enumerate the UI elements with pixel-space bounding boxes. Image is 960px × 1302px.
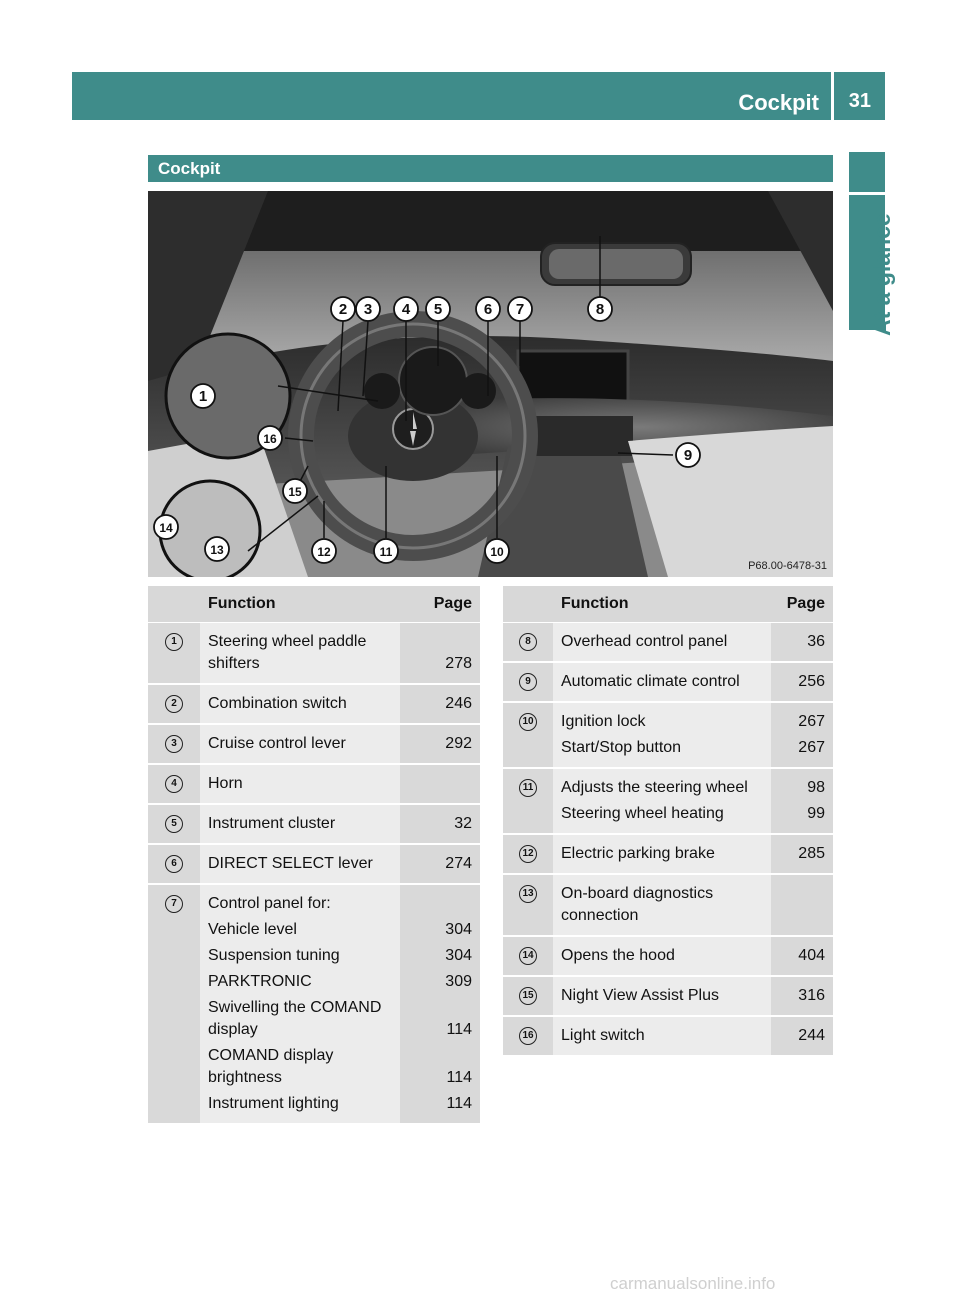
table-row <box>503 769 833 833</box>
svg-text:13: 13 <box>210 543 224 557</box>
callout-badge: 15 <box>519 987 537 1005</box>
sub-item: COMAND display <box>208 1047 334 1064</box>
page-ref: 278 <box>445 655 472 672</box>
header-divider <box>831 72 834 120</box>
page-ref: 316 <box>798 987 825 1004</box>
callout-badge: 7 <box>165 895 183 913</box>
function-label: Steering wheel heating <box>561 805 724 822</box>
page-ref: 244 <box>798 1027 825 1044</box>
callout-badge: 16 <box>519 1027 537 1045</box>
page-ref: 246 <box>445 695 472 712</box>
callout-badge: 13 <box>519 885 537 903</box>
page-ref: 99 <box>807 805 825 822</box>
watermark: carmanualsonline.info <box>610 1274 776 1293</box>
callout-badge: 4 <box>165 775 183 793</box>
table-header <box>148 586 480 622</box>
callout-15 <box>283 479 307 503</box>
table-row <box>148 885 480 1123</box>
function-label: Overhead control panel <box>561 633 728 650</box>
callout-badge: 10 <box>519 713 537 731</box>
svg-text:3: 3 <box>363 301 373 318</box>
page-ref: 404 <box>798 947 825 964</box>
callout-badge: 6 <box>165 855 183 873</box>
callout-badge: 8 <box>519 633 537 651</box>
cockpit-illustration <box>148 191 833 577</box>
page-ref: 256 <box>798 673 825 690</box>
function-label: On-board diagnostics connection <box>561 885 714 924</box>
callout-badge: 2 <box>165 695 183 713</box>
page-ref: 304 <box>445 921 472 938</box>
callout-2 <box>331 297 355 321</box>
callout-1 <box>191 384 215 408</box>
svg-text:12: 12 <box>317 545 331 559</box>
svg-text:7: 7 <box>515 301 525 318</box>
sub-item: Swivelling the COMAND <box>208 999 382 1016</box>
sub-item: Instrument lighting <box>208 1095 339 1112</box>
svg-text:15: 15 <box>288 485 302 499</box>
header-title: Cockpit <box>738 90 819 115</box>
page-header-bar <box>72 72 885 120</box>
page-ref: 114 <box>446 1095 472 1112</box>
callout-12 <box>312 539 336 563</box>
section-heading: Cockpit <box>148 155 833 182</box>
table-row <box>503 937 833 975</box>
function-label: Start/Stop button <box>561 739 682 756</box>
callout-6 <box>476 297 500 321</box>
page-ref: 285 <box>798 845 825 862</box>
header-function: Function <box>561 595 629 612</box>
table-row <box>503 623 833 661</box>
table-row <box>503 875 833 935</box>
function-label: Steering wheel paddle shifters <box>208 633 367 672</box>
page-ref: 36 <box>807 633 825 650</box>
page-number: 31 <box>848 90 871 112</box>
callout-14 <box>154 515 178 539</box>
table-row <box>503 977 833 1015</box>
table-header <box>503 586 833 622</box>
table-row <box>503 703 833 767</box>
svg-text:10: 10 <box>490 545 504 559</box>
row-title: Control panel for: <box>208 895 331 912</box>
table-row <box>503 835 833 873</box>
function-label: Horn <box>208 775 243 792</box>
function-label: Opens the hood <box>561 947 675 964</box>
svg-text:2: 2 <box>338 301 348 318</box>
callout-16 <box>258 426 282 450</box>
svg-text:11: 11 <box>379 545 393 559</box>
header-function: Function <box>208 595 276 612</box>
page-ref: 267 <box>798 739 825 756</box>
table-row <box>503 1017 833 1055</box>
callout-13 <box>205 537 229 561</box>
svg-text:9: 9 <box>683 447 693 464</box>
page-ref: 292 <box>445 735 472 752</box>
page-ref: 304 <box>445 947 472 964</box>
page-ref <box>779 905 825 927</box>
function-label: Cruise control lever <box>208 735 346 752</box>
page-ref: 274 <box>445 855 472 872</box>
callout-badge: 9 <box>519 673 537 691</box>
svg-text:5: 5 <box>433 301 443 318</box>
page-ref: 267 <box>798 713 825 730</box>
function-label: Ignition lock <box>561 713 646 730</box>
callout-4 <box>394 297 418 321</box>
svg-text:16: 16 <box>263 432 277 446</box>
function-label: Electric parking brake <box>561 845 715 862</box>
page-ref: 114 <box>446 1021 472 1038</box>
function-table-right <box>503 586 833 1057</box>
function-label: Adjusts the steering wheel <box>561 779 748 796</box>
svg-text:4: 4 <box>401 301 411 318</box>
header-page: Page <box>786 595 825 612</box>
sub-item: PARKTRONIC <box>208 973 312 990</box>
function-label: Combination switch <box>208 695 347 712</box>
table-row <box>148 805 480 843</box>
callout-11 <box>374 539 398 563</box>
callout-3 <box>356 297 380 321</box>
sub-item: Suspension tuning <box>208 947 340 964</box>
page-ref: 98 <box>807 779 825 796</box>
page-ref: 309 <box>445 973 472 990</box>
svg-text:14: 14 <box>159 521 173 535</box>
table-row <box>148 685 480 723</box>
image-code: P68.00-6478-31 <box>748 560 827 572</box>
header-page: Page <box>433 595 472 612</box>
svg-text:6: 6 <box>483 301 493 318</box>
callout-badge: 5 <box>165 815 183 833</box>
page-ref: 32 <box>454 815 472 832</box>
table-row <box>148 725 480 763</box>
sub-item: Vehicle level <box>208 921 297 938</box>
table-row <box>148 765 480 803</box>
function-label: Night View Assist Plus <box>561 987 719 1004</box>
callout-badge: 3 <box>165 735 183 753</box>
page-ref: 114 <box>446 1069 472 1086</box>
sub-item-cont: brightness <box>208 1069 282 1086</box>
svg-text:8: 8 <box>595 301 605 318</box>
function-label: Instrument cluster <box>208 815 336 832</box>
table-row <box>148 623 480 683</box>
side-tab-label: At a glance <box>869 213 895 336</box>
function-label: DIRECT SELECT lever <box>208 855 373 872</box>
callout-badge: 1 <box>165 633 183 651</box>
callout-8 <box>588 297 612 321</box>
callout-5 <box>426 297 450 321</box>
sub-item-cont: display <box>208 1021 258 1038</box>
function-table-left <box>148 586 480 1125</box>
callout-9 <box>676 443 700 467</box>
callout-7 <box>508 297 532 321</box>
callout-badge: 14 <box>519 947 537 965</box>
table-row <box>148 845 480 883</box>
side-tab-divider <box>849 192 885 195</box>
svg-text:1: 1 <box>198 388 208 405</box>
callout-badge: 12 <box>519 845 537 863</box>
function-label: Automatic climate control <box>561 673 740 690</box>
page-ref <box>408 773 472 795</box>
function-label: Light switch <box>561 1027 645 1044</box>
callout-badge: 11 <box>519 779 537 797</box>
callout-10 <box>485 539 509 563</box>
table-row <box>503 663 833 701</box>
